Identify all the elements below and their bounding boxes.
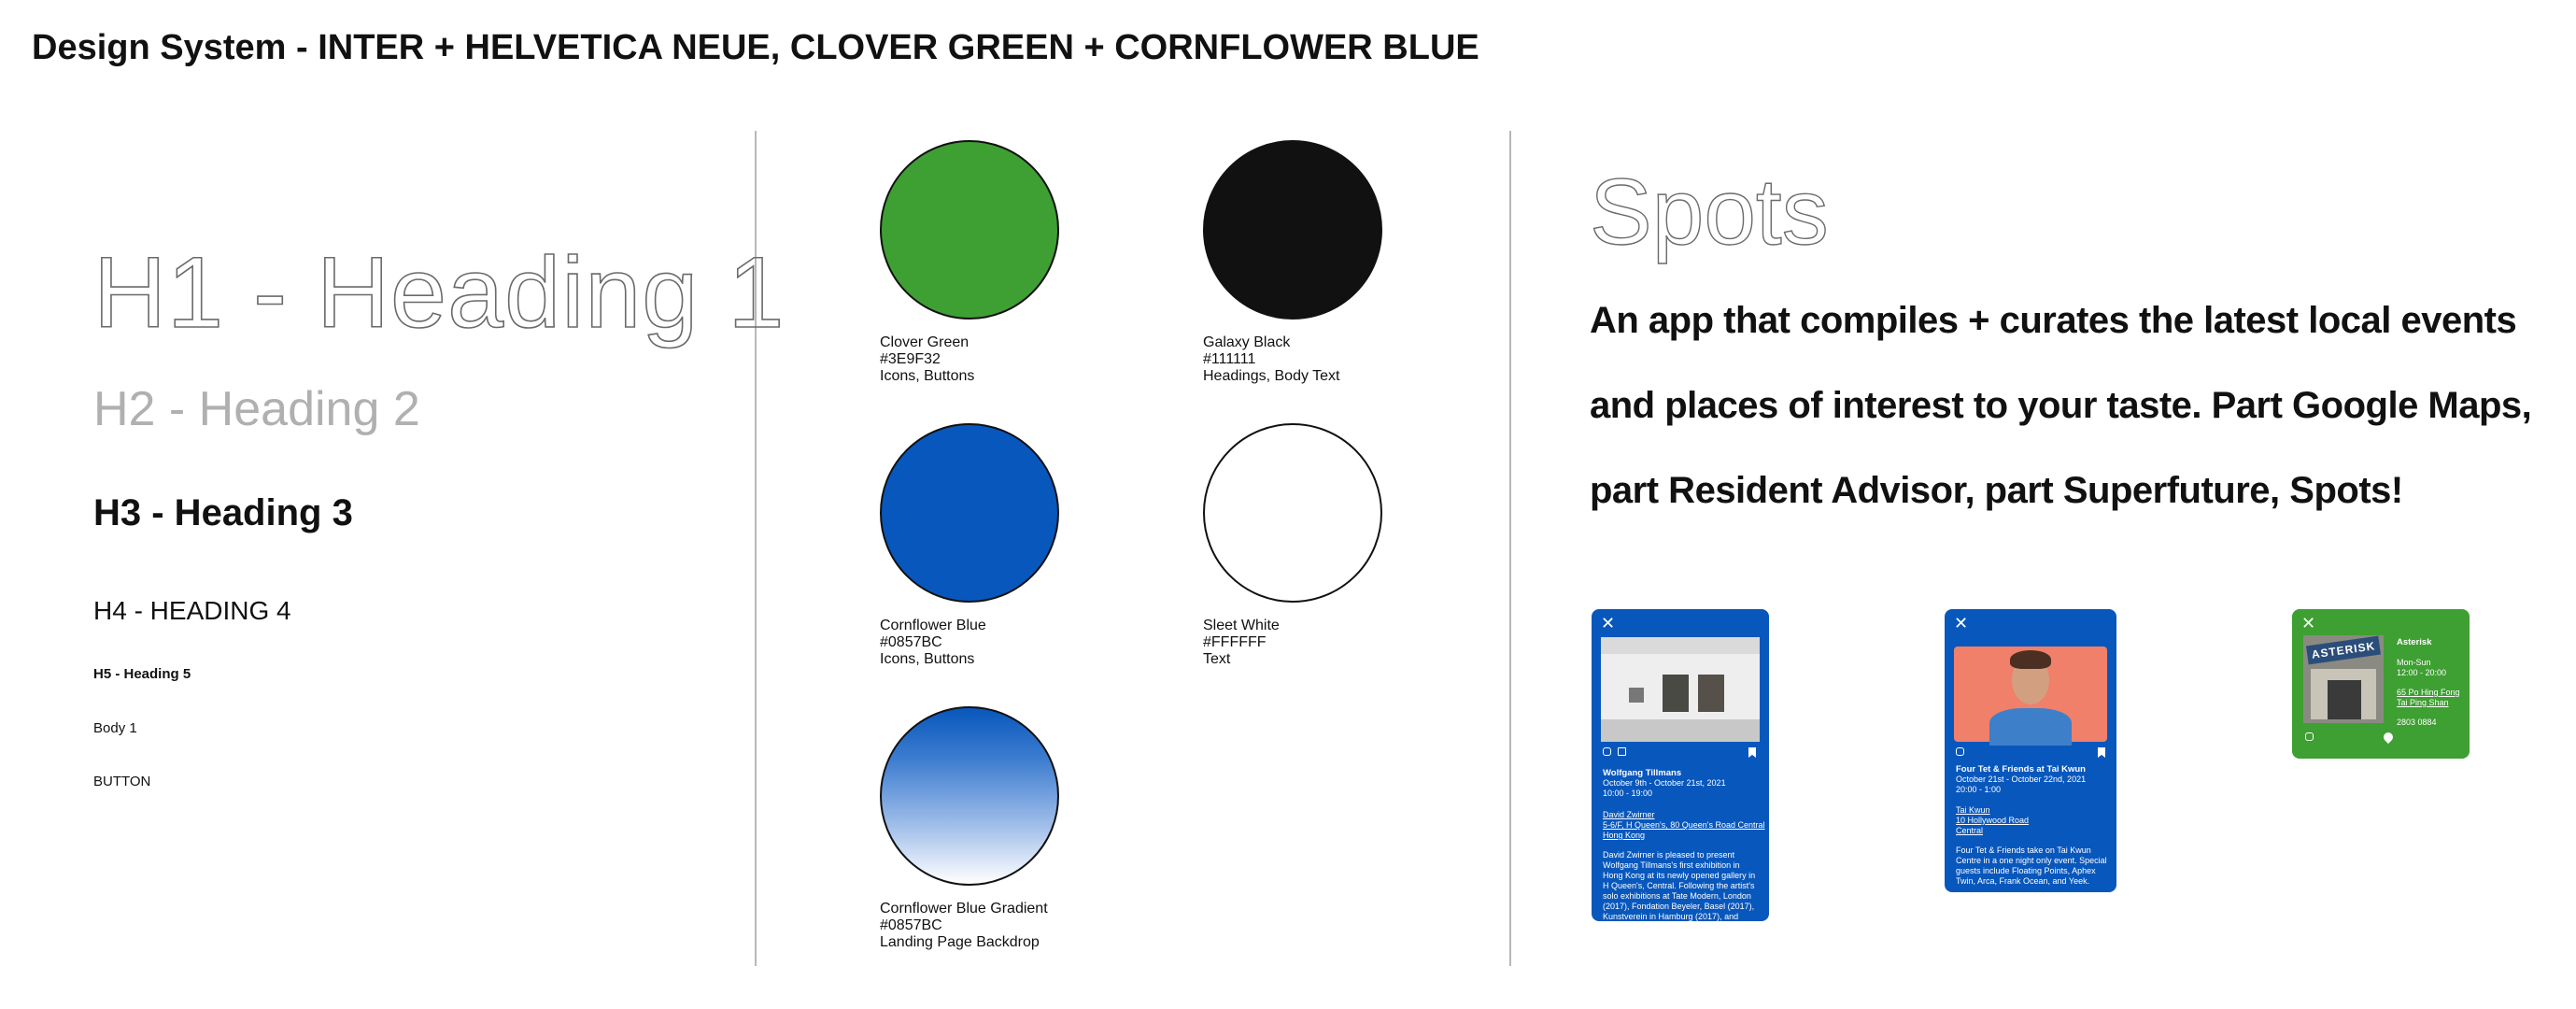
bookmark-icon[interactable]	[2098, 747, 2105, 758]
place-image	[2303, 635, 2384, 723]
event-title: Four Tet & Friends at Tai Kwun	[1956, 764, 2086, 775]
swatch-cornflower-blue	[880, 423, 1059, 668]
button-sample: BUTTON	[93, 774, 151, 789]
swatch-galaxy-black	[1203, 140, 1382, 385]
place-hours: 12:00 - 20:00	[2397, 668, 2447, 677]
swatch-clover-green	[880, 140, 1059, 385]
close-icon[interactable]: ✕	[2301, 614, 2316, 632]
event-time: 20:00 - 1:00	[1956, 785, 2002, 794]
bookmark-icon[interactable]	[1748, 747, 1756, 758]
event-dates: October 9th - October 21st, 2021	[1603, 778, 1726, 788]
event-image	[1954, 647, 2107, 742]
h1-sample: H1 - Heading 1	[93, 235, 786, 348]
event-description: David Zwirner is pleased to present Wolfgang Tillmans's first exhibition in Hong Kong at its newly opened gallery in H Queen's, Central. Following the artist's solo exhibitions at Tate Modern, London (2017), Fondation Beyeler, Basel (2017), Kunstverein in Hamburg (2017), and most recently his first show in Mexico at	[1603, 850, 1756, 931]
event-card[interactable]	[1945, 609, 2116, 892]
event-dates: October 21st - October 22nd, 2021	[1956, 775, 2087, 784]
swatch-usage: Landing Page Backdrop	[880, 934, 1040, 950]
swatch-hex: #0857BC	[880, 634, 942, 650]
column-divider	[1509, 131, 1511, 966]
swatch-circle	[880, 706, 1059, 886]
address-link-2[interactable]: Hong Kong	[1603, 831, 1646, 840]
swatch-hex: #3E9F32	[880, 351, 941, 367]
swatch-circle	[880, 140, 1059, 320]
instagram-icon[interactable]	[2305, 732, 2314, 741]
swatch-hex: #0857BC	[880, 917, 942, 933]
close-icon[interactable]: ✕	[1601, 614, 1616, 632]
app-name: Spots	[1590, 160, 1829, 264]
swatch-name: Cornflower Blue Gradient	[880, 901, 1048, 917]
swatch-name: Sleet White	[1203, 618, 1280, 633]
instagram-icon[interactable]	[1956, 747, 1964, 756]
place-days: Mon-Sun	[2397, 658, 2431, 667]
address-link[interactable]: 10 Hollywood Road	[1956, 816, 2030, 825]
app-description: An app that compiles + curates the latest local events and places of interest to your taste. Part Google Maps, part Resident Advisor, part Superfuture, Spots!	[1590, 300, 2532, 511]
page-title: Design System - INTER + HELVETICA NEUE, CLOVER GREEN + CORNFLOWER BLUE	[32, 28, 1479, 67]
swatch-name: Clover Green	[880, 334, 970, 350]
swatch-circle	[1203, 140, 1382, 320]
h3-sample: H3 - Heading 3	[93, 492, 353, 533]
address-link-2[interactable]: Central	[1956, 826, 1984, 835]
swatch-cornflower-gradient	[880, 706, 1059, 951]
swatch-hex: #111111	[1203, 351, 1256, 367]
venue-link[interactable]: Tai Kwun	[1956, 805, 1990, 815]
instagram-icon[interactable]	[1603, 747, 1611, 756]
swatch-circle	[1203, 423, 1382, 603]
swatch-sleet-white	[1203, 423, 1382, 668]
event-time: 10:00 - 19:00	[1603, 789, 1653, 798]
address-link-2[interactable]: Tai Ping Shan	[2397, 698, 2449, 707]
address-link[interactable]: 5-6/F, H Queen's, 80 Queen's Road Central	[1603, 820, 1765, 830]
event-image	[1601, 637, 1760, 742]
swatch-hex: #FFFFFF	[1203, 634, 1267, 650]
swatch-name: Cornflower Blue	[880, 618, 986, 633]
swatch-usage: Text	[1203, 651, 1231, 667]
event-title: Wolfgang Tillmans	[1603, 768, 1682, 778]
calendar-icon[interactable]	[1618, 747, 1626, 756]
event-card[interactable]	[1592, 609, 1769, 931]
h4-sample: H4 - HEADING 4	[93, 596, 291, 625]
event-description: Four Tet & Friends take on Tai Kwun Centre in a one night only event. Special guests include Floating Points, Aphex Twin, Arca, Frank Ocean, and Yeek.	[1956, 846, 2107, 886]
place-phone: 2803 0884	[2397, 718, 2437, 727]
place-card[interactable]	[2292, 609, 2470, 759]
swatch-usage: Headings, Body Text	[1203, 368, 1340, 384]
swatch-usage: Icons, Buttons	[880, 368, 975, 384]
swatch-circle	[880, 423, 1059, 603]
swatch-name: Galaxy Black	[1203, 334, 1291, 350]
venue-link[interactable]: David Zwirner	[1603, 810, 1655, 819]
storefront-sign: ASTERISK	[2306, 636, 2381, 665]
map-pin-icon[interactable]	[2382, 731, 2395, 744]
swatch-usage: Icons, Buttons	[880, 651, 975, 667]
body1-sample: Body 1	[93, 720, 137, 736]
close-icon[interactable]: ✕	[1954, 614, 1969, 632]
address-link[interactable]: 65 Po Hing Fong	[2397, 688, 2460, 697]
h2-sample: H2 - Heading 2	[93, 382, 420, 436]
h5-sample: H5 - Heading 5	[93, 666, 191, 682]
place-title: Asterisk	[2397, 637, 2432, 647]
